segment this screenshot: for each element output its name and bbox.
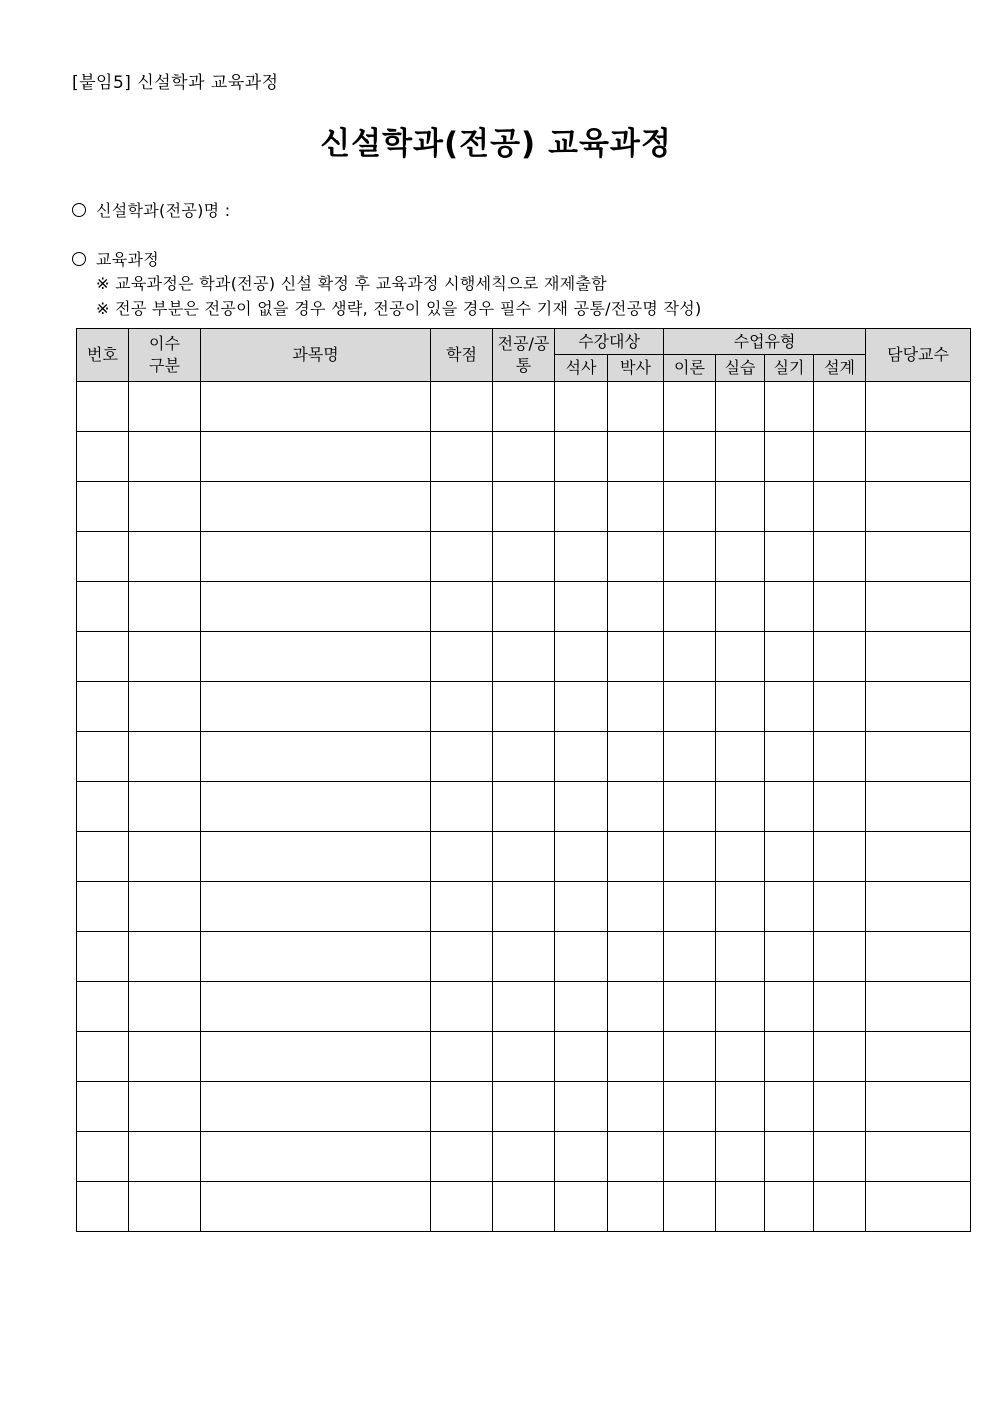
- table-row: [77, 432, 971, 482]
- cell-major-common[interactable]: [493, 382, 555, 432]
- cell-major-common[interactable]: [493, 732, 555, 782]
- cell-practical-skill[interactable]: [765, 732, 814, 782]
- cell-practice[interactable]: [716, 532, 765, 582]
- cell-design[interactable]: [814, 432, 866, 482]
- cell-theory[interactable]: [664, 882, 716, 932]
- cell-design[interactable]: [814, 932, 866, 982]
- cell-major-common[interactable]: [493, 882, 555, 932]
- cell-design[interactable]: [814, 682, 866, 732]
- cell-practical-skill[interactable]: [765, 482, 814, 532]
- curriculum-section-label: 교육과정: [96, 250, 160, 269]
- cell-credit[interactable]: [431, 632, 493, 682]
- cell-no[interactable]: [77, 432, 129, 482]
- curriculum-table: [76, 328, 971, 1232]
- cell-practice[interactable]: [716, 632, 765, 682]
- cell-course-type[interactable]: [129, 932, 201, 982]
- cell-practice[interactable]: [716, 1132, 765, 1182]
- cell-credit[interactable]: [431, 482, 493, 532]
- cell-practice[interactable]: [716, 932, 765, 982]
- header-no: 번호: [77, 329, 129, 382]
- cell-course-type[interactable]: [129, 832, 201, 882]
- cell-course-type[interactable]: [129, 1132, 201, 1182]
- cell-subject[interactable]: [201, 782, 431, 832]
- cell-practical-skill[interactable]: [765, 782, 814, 832]
- cell-subject[interactable]: [201, 432, 431, 482]
- table-row: [77, 982, 971, 1032]
- cell-credit[interactable]: [431, 782, 493, 832]
- cell-major-common[interactable]: [493, 632, 555, 682]
- cell-practical-skill[interactable]: [765, 1132, 814, 1182]
- cell-subject[interactable]: [201, 832, 431, 882]
- cell-subject[interactable]: [201, 982, 431, 1032]
- cell-course-type[interactable]: [129, 982, 201, 1032]
- header-practice: 실습: [716, 355, 765, 382]
- attachment-label: [붙임5] 신설학과 교육과정: [72, 73, 279, 93]
- cell-subject[interactable]: [201, 682, 431, 732]
- cell-credit[interactable]: [431, 882, 493, 932]
- cell-major-common[interactable]: [493, 532, 555, 582]
- cell-practice[interactable]: [716, 832, 765, 882]
- table-row: [77, 882, 971, 932]
- cell-practice[interactable]: [716, 382, 765, 432]
- cell-masters[interactable]: [555, 932, 608, 982]
- cell-practical-skill[interactable]: [765, 382, 814, 432]
- cell-major-common[interactable]: [493, 1032, 555, 1082]
- cell-credit[interactable]: [431, 932, 493, 982]
- cell-subject[interactable]: [201, 1182, 431, 1232]
- cell-practice[interactable]: [716, 1082, 765, 1132]
- cell-theory[interactable]: [664, 1082, 716, 1132]
- cell-masters[interactable]: [555, 1032, 608, 1082]
- cell-course-type[interactable]: [129, 532, 201, 582]
- cell-masters[interactable]: [555, 532, 608, 582]
- cell-design[interactable]: [814, 1082, 866, 1132]
- header-subject: 과목명: [201, 329, 431, 382]
- cell-no[interactable]: [77, 1082, 129, 1132]
- cell-practical-skill[interactable]: [765, 982, 814, 1032]
- cell-no[interactable]: [77, 482, 129, 532]
- cell-theory[interactable]: [664, 982, 716, 1032]
- cell-major-common[interactable]: [493, 582, 555, 632]
- cell-design[interactable]: [814, 982, 866, 1032]
- cell-masters[interactable]: [555, 732, 608, 782]
- header-professor: 담당교수: [866, 329, 971, 382]
- cell-doctorate[interactable]: [608, 682, 664, 732]
- note-2: ※ 전공 부분은 전공이 없을 경우 생략, 전공이 있을 경우 필수 기재 공통/전공명 작성): [96, 299, 702, 318]
- dept-name-field: [72, 198, 230, 221]
- note-1: ※ 교육과정은 학과(전공) 신설 확정 후 교육과정 시행세칙으로 재제출함: [96, 274, 608, 293]
- header-masters: 석사: [555, 355, 608, 382]
- cell-subject[interactable]: [201, 1082, 431, 1132]
- cell-doctorate[interactable]: [608, 1082, 664, 1132]
- table-row: [77, 1082, 971, 1132]
- cell-course-type[interactable]: [129, 732, 201, 782]
- cell-doctorate[interactable]: [608, 932, 664, 982]
- cell-course-type[interactable]: [129, 482, 201, 532]
- cell-doctorate[interactable]: [608, 432, 664, 482]
- cell-design[interactable]: [814, 532, 866, 582]
- cell-major-common[interactable]: [493, 782, 555, 832]
- page-title: 신설학과(전공) 교육과정: [320, 126, 672, 162]
- cell-credit[interactable]: [431, 532, 493, 582]
- cell-masters[interactable]: [555, 1182, 608, 1232]
- cell-practical-skill[interactable]: [765, 932, 814, 982]
- cell-subject[interactable]: [201, 932, 431, 982]
- cell-masters[interactable]: [555, 582, 608, 632]
- table-row: [77, 832, 971, 882]
- cell-design[interactable]: [814, 582, 866, 632]
- cell-no[interactable]: [77, 782, 129, 832]
- table-row: [77, 1182, 971, 1232]
- cell-practice[interactable]: [716, 732, 765, 782]
- circle-bullet-icon: [72, 252, 86, 266]
- cell-major-common[interactable]: [493, 832, 555, 882]
- cell-professor[interactable]: [866, 932, 971, 982]
- cell-subject[interactable]: [201, 382, 431, 432]
- cell-masters[interactable]: [555, 832, 608, 882]
- cell-major-common[interactable]: [493, 982, 555, 1032]
- cell-major-common[interactable]: [493, 682, 555, 732]
- cell-theory[interactable]: [664, 482, 716, 532]
- cell-theory[interactable]: [664, 1132, 716, 1182]
- cell-doctorate[interactable]: [608, 1182, 664, 1232]
- cell-credit[interactable]: [431, 732, 493, 782]
- cell-course-type[interactable]: [129, 1082, 201, 1132]
- table-body: [77, 382, 971, 1232]
- cell-subject[interactable]: [201, 1032, 431, 1082]
- cell-theory[interactable]: [664, 532, 716, 582]
- cell-professor[interactable]: [866, 382, 971, 432]
- cell-professor[interactable]: [866, 482, 971, 532]
- cell-practice[interactable]: [716, 1182, 765, 1232]
- cell-masters[interactable]: [555, 432, 608, 482]
- cell-professor[interactable]: [866, 1082, 971, 1132]
- cell-masters[interactable]: [555, 682, 608, 732]
- cell-masters[interactable]: [555, 632, 608, 682]
- cell-course-type[interactable]: [129, 882, 201, 932]
- cell-course-type[interactable]: [129, 782, 201, 832]
- cell-professor[interactable]: [866, 632, 971, 682]
- cell-professor[interactable]: [866, 432, 971, 482]
- cell-subject[interactable]: [201, 632, 431, 682]
- circle-bullet-icon: [72, 203, 86, 217]
- cell-practical-skill[interactable]: [765, 682, 814, 732]
- cell-theory[interactable]: [664, 1182, 716, 1232]
- cell-subject[interactable]: [201, 532, 431, 582]
- cell-doctorate[interactable]: [608, 532, 664, 582]
- cell-no[interactable]: [77, 1132, 129, 1182]
- cell-design[interactable]: [814, 732, 866, 782]
- cell-credit[interactable]: [431, 582, 493, 632]
- table-row: [77, 1032, 971, 1082]
- cell-masters[interactable]: [555, 482, 608, 532]
- header-practical-skill: 실기: [765, 355, 814, 382]
- cell-practical-skill[interactable]: [765, 832, 814, 882]
- cell-course-type[interactable]: [129, 682, 201, 732]
- cell-doctorate[interactable]: [608, 782, 664, 832]
- cell-masters[interactable]: [555, 1082, 608, 1132]
- cell-doctorate[interactable]: [608, 832, 664, 882]
- cell-credit[interactable]: [431, 1082, 493, 1132]
- cell-credit[interactable]: [431, 832, 493, 882]
- cell-doctorate[interactable]: [608, 632, 664, 682]
- table-row: [77, 632, 971, 682]
- cell-no[interactable]: [77, 582, 129, 632]
- cell-practical-skill[interactable]: [765, 532, 814, 582]
- cell-course-type[interactable]: [129, 382, 201, 432]
- header-credit: 학점: [431, 329, 493, 382]
- cell-practical-skill[interactable]: [765, 432, 814, 482]
- cell-design[interactable]: [814, 1132, 866, 1182]
- cell-major-common[interactable]: [493, 482, 555, 532]
- dept-name-label: 신설학과(전공)명 :: [96, 201, 231, 220]
- cell-no[interactable]: [77, 682, 129, 732]
- cell-practice[interactable]: [716, 582, 765, 632]
- cell-theory[interactable]: [664, 832, 716, 882]
- cell-professor[interactable]: [866, 782, 971, 832]
- cell-course-type[interactable]: [129, 632, 201, 682]
- cell-professor[interactable]: [866, 732, 971, 782]
- cell-professor[interactable]: [866, 1032, 971, 1082]
- cell-doctorate[interactable]: [608, 1032, 664, 1082]
- cell-professor[interactable]: [866, 882, 971, 932]
- cell-practice[interactable]: [716, 1032, 765, 1082]
- cell-subject[interactable]: [201, 732, 431, 782]
- cell-credit[interactable]: [431, 982, 493, 1032]
- cell-practice[interactable]: [716, 882, 765, 932]
- cell-subject[interactable]: [201, 482, 431, 532]
- table-row: [77, 532, 971, 582]
- cell-course-type[interactable]: [129, 432, 201, 482]
- cell-doctorate[interactable]: [608, 882, 664, 932]
- table-row: [77, 682, 971, 732]
- cell-masters[interactable]: [555, 782, 608, 832]
- table-row: [77, 932, 971, 982]
- cell-subject[interactable]: [201, 882, 431, 932]
- cell-no[interactable]: [77, 1032, 129, 1082]
- curriculum-section: [72, 247, 159, 270]
- table-row: [77, 582, 971, 632]
- table-row: [77, 382, 971, 432]
- cell-professor[interactable]: [866, 1182, 971, 1232]
- cell-theory[interactable]: [664, 632, 716, 682]
- cell-subject[interactable]: [201, 1132, 431, 1182]
- cell-course-type[interactable]: [129, 1182, 201, 1232]
- cell-practical-skill[interactable]: [765, 1082, 814, 1132]
- cell-design[interactable]: [814, 882, 866, 932]
- cell-theory[interactable]: [664, 432, 716, 482]
- cell-practical-skill[interactable]: [765, 882, 814, 932]
- cell-no[interactable]: [77, 832, 129, 882]
- cell-practical-skill[interactable]: [765, 632, 814, 682]
- cell-practice[interactable]: [716, 782, 765, 832]
- cell-masters[interactable]: [555, 882, 608, 932]
- cell-professor[interactable]: [866, 982, 971, 1032]
- cell-doctorate[interactable]: [608, 732, 664, 782]
- table-row: [77, 732, 971, 782]
- table-row: [77, 782, 971, 832]
- cell-major-common[interactable]: [493, 432, 555, 482]
- cell-practical-skill[interactable]: [765, 1032, 814, 1082]
- cell-masters[interactable]: [555, 1132, 608, 1182]
- table-row: [77, 1132, 971, 1182]
- cell-major-common[interactable]: [493, 1082, 555, 1132]
- cell-professor[interactable]: [866, 1132, 971, 1182]
- header-class-type: 수업유형: [664, 329, 866, 355]
- cell-practical-skill[interactable]: [765, 582, 814, 632]
- cell-professor[interactable]: [866, 832, 971, 882]
- cell-doctorate[interactable]: [608, 382, 664, 432]
- cell-professor[interactable]: [866, 532, 971, 582]
- cell-theory[interactable]: [664, 732, 716, 782]
- header-design: 설계: [814, 355, 866, 382]
- cell-design[interactable]: [814, 632, 866, 682]
- cell-design[interactable]: [814, 382, 866, 432]
- cell-subject[interactable]: [201, 582, 431, 632]
- cell-major-common[interactable]: [493, 1132, 555, 1182]
- cell-design[interactable]: [814, 782, 866, 832]
- cell-no[interactable]: [77, 382, 129, 432]
- cell-design[interactable]: [814, 482, 866, 532]
- cell-masters[interactable]: [555, 982, 608, 1032]
- cell-theory[interactable]: [664, 682, 716, 732]
- cell-professor[interactable]: [866, 682, 971, 732]
- cell-credit[interactable]: [431, 682, 493, 732]
- cell-practice[interactable]: [716, 432, 765, 482]
- cell-no[interactable]: [77, 532, 129, 582]
- cell-design[interactable]: [814, 1032, 866, 1082]
- header-major-common: 전공/공 통: [493, 329, 555, 382]
- header-doctorate: 박사: [608, 355, 664, 382]
- cell-no[interactable]: [77, 882, 129, 932]
- cell-practical-skill[interactable]: [765, 1182, 814, 1232]
- cell-doctorate[interactable]: [608, 482, 664, 532]
- cell-practice[interactable]: [716, 682, 765, 732]
- cell-credit[interactable]: [431, 1032, 493, 1082]
- header-course-type: 이수 구분: [129, 329, 201, 382]
- cell-course-type[interactable]: [129, 582, 201, 632]
- cell-credit[interactable]: [431, 432, 493, 482]
- header-theory: 이론: [664, 355, 716, 382]
- cell-course-type[interactable]: [129, 1032, 201, 1082]
- cell-credit[interactable]: [431, 1132, 493, 1182]
- cell-theory[interactable]: [664, 382, 716, 432]
- cell-masters[interactable]: [555, 382, 608, 432]
- cell-no[interactable]: [77, 732, 129, 782]
- cell-doctorate[interactable]: [608, 582, 664, 632]
- cell-practice[interactable]: [716, 982, 765, 1032]
- cell-doctorate[interactable]: [608, 982, 664, 1032]
- cell-theory[interactable]: [664, 582, 716, 632]
- cell-no[interactable]: [77, 932, 129, 982]
- cell-professor[interactable]: [866, 582, 971, 632]
- header-target: 수강대상: [555, 329, 664, 355]
- cell-practice[interactable]: [716, 482, 765, 532]
- cell-theory[interactable]: [664, 1032, 716, 1082]
- cell-doctorate[interactable]: [608, 1132, 664, 1182]
- cell-design[interactable]: [814, 1182, 866, 1232]
- cell-no[interactable]: [77, 982, 129, 1032]
- cell-major-common[interactable]: [493, 932, 555, 982]
- cell-no[interactable]: [77, 632, 129, 682]
- cell-credit[interactable]: [431, 1182, 493, 1232]
- cell-theory[interactable]: [664, 932, 716, 982]
- table-row: [77, 482, 971, 532]
- cell-theory[interactable]: [664, 782, 716, 832]
- cell-design[interactable]: [814, 832, 866, 882]
- cell-credit[interactable]: [431, 382, 493, 432]
- cell-no[interactable]: [77, 1182, 129, 1232]
- cell-major-common[interactable]: [493, 1182, 555, 1232]
